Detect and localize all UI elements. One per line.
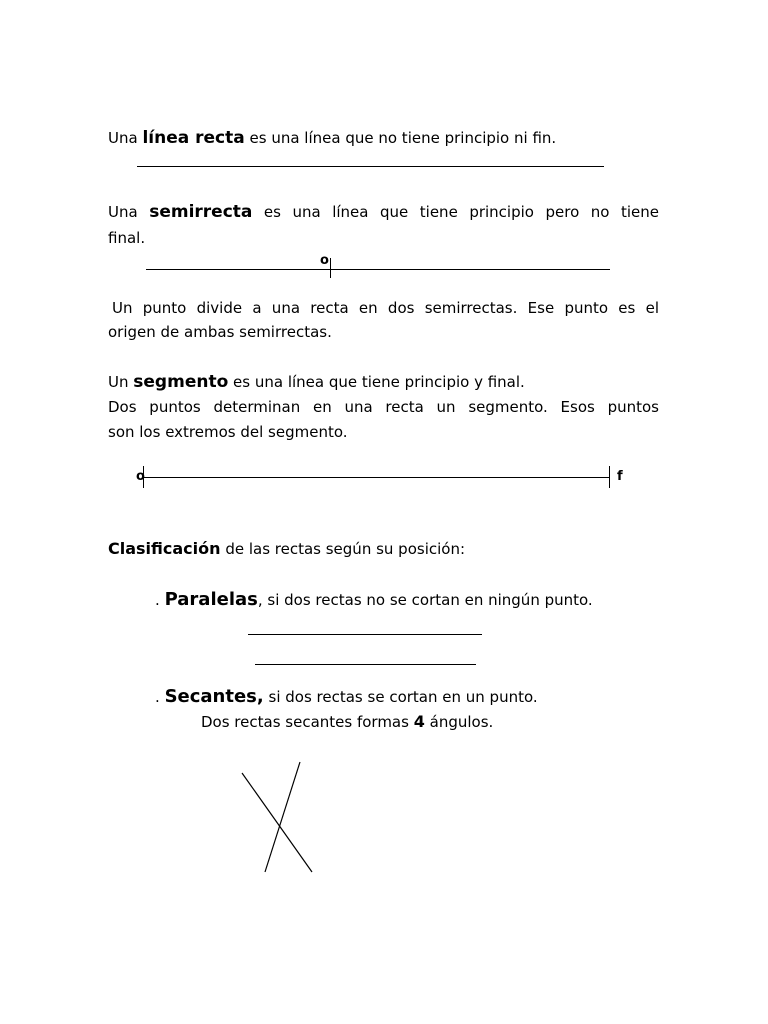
punto-line1: Un punto divide a una recta en dos semirrectas. Ese punto es el [112,299,659,317]
secantes-line2-number: 4 [413,712,425,731]
paralelas-bullet: . [155,591,160,609]
semirrecta-origin-label: o [320,253,329,268]
semirrecta-prefix: Una [108,203,138,221]
semirrecta-term: semirrecta [149,202,253,222]
segmento-prefix: Un [108,373,129,391]
secantes-line2-prefix: Dos rectas secantes formas [201,713,409,731]
secante-line-2 [265,762,300,872]
secantes-rest: si dos rectas se cortan en un punto. [268,688,538,706]
segmento-line2: Dos puntos determinan en una recta un segmento. Esos puntos [108,398,659,416]
paralelas-rest: , si dos rectas no se cortan en ningún punto. [257,591,593,609]
semirrecta-rest: es una línea que tiene principio pero no tiene [263,203,659,221]
segmento-term: segmento [133,372,229,392]
linea-recta-prefix: Una [108,129,138,147]
secantes-bullet: . [155,688,160,706]
secantes-line2-suffix: ángulos. [429,713,494,731]
segmento-definition-line3: son los extremos del segmento. [108,423,348,441]
segmento-rest: es una línea que tiene principio y final. [233,373,525,391]
paralelas-term: Paralelas [164,589,258,610]
secantes-term: Secantes, [164,686,264,707]
clasificacion-rest: de las rectas según su posición: [225,540,466,558]
linea-recta-rest: es una línea que no tiene principio ni fin. [249,129,557,147]
segmento-end-label: f [617,469,623,484]
semirrecta-definition-line2: final. [108,229,146,247]
secante-line-1 [242,773,312,872]
linea-recta-term: línea recta [142,128,245,148]
punto-paragraph-line2: origen de ambas semirrectas. [108,323,332,341]
segmento-start-label: o [136,469,145,484]
clasificacion-term: Clasificación [108,539,221,558]
